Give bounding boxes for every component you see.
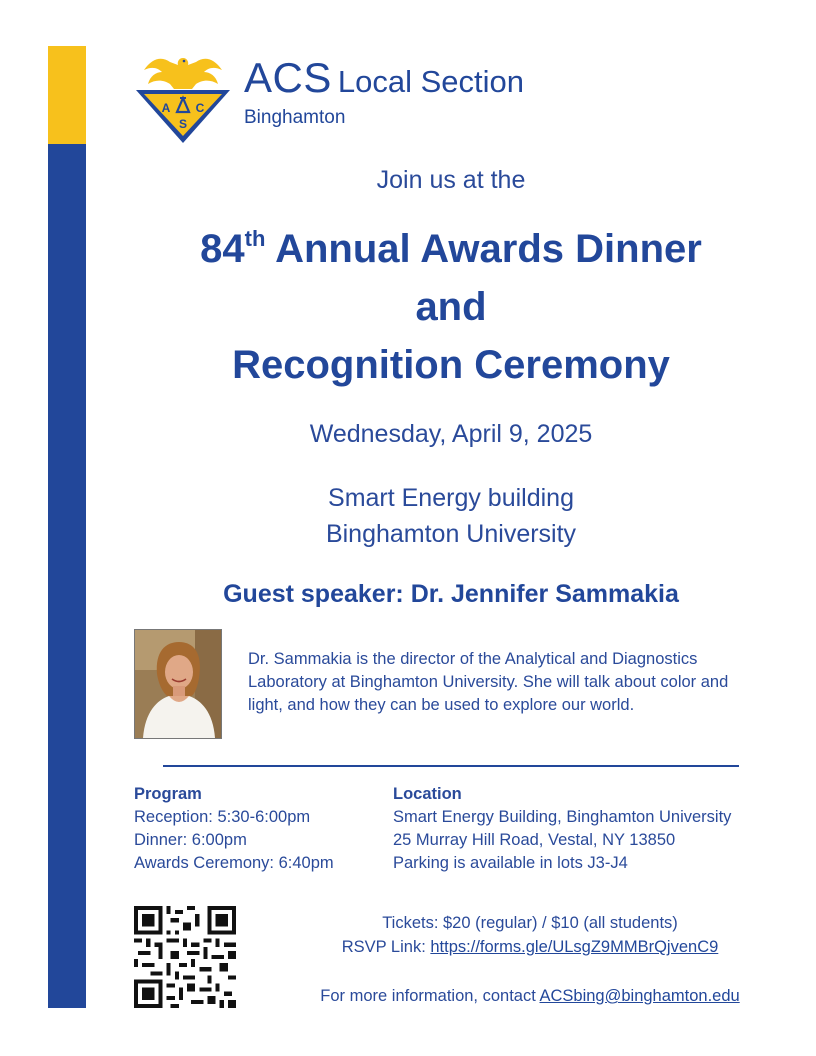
side-accent-gold <box>48 46 86 144</box>
org-name <box>244 54 524 102</box>
tickets-info <box>250 911 810 959</box>
venue-line-2: Binghamton University <box>325 520 577 548</box>
venue-line-1: Smart Energy building <box>328 484 574 512</box>
org-short: ACS <box>244 54 332 101</box>
title-line-3: Recognition Ceremony <box>232 343 670 387</box>
program-section <box>134 783 334 875</box>
location-section <box>393 783 731 875</box>
event-intro: Join us at the <box>376 166 526 194</box>
acs-logo <box>134 52 232 144</box>
contact-line <box>250 987 810 1006</box>
program-item: Dinner: 6:00pm <box>134 831 247 849</box>
logo-letter-bottom: S <box>178 117 188 131</box>
event-date: Wednesday, April 9, 2025 <box>309 420 593 448</box>
program-title: Program <box>134 785 202 803</box>
title-line-1-rest: Annual Awards Dinner <box>275 227 702 271</box>
location-line: Parking is available in lots J3-J4 <box>393 854 628 872</box>
program-item: Awards Ceremony: 6:40pm <box>134 854 334 872</box>
section-divider <box>163 765 739 767</box>
logo-letter-left: A <box>161 101 171 115</box>
title-ordinal: th <box>244 226 266 251</box>
contact-email-link[interactable]: ACSbing@binghamton.edu <box>539 987 740 1005</box>
contact-label: For more information, contact <box>320 987 536 1005</box>
event-title <box>86 220 816 394</box>
event-venue <box>86 480 816 552</box>
rsvp-link[interactable]: https://forms.gle/ULsgZ9MMBrQjvenC9 <box>430 938 719 956</box>
rsvp-label: RSVP Link: <box>341 938 426 956</box>
qr-code[interactable] <box>134 906 236 1008</box>
title-line-2: and <box>415 285 487 329</box>
org-city: Binghamton <box>244 107 346 128</box>
location-line: Smart Energy Building, Binghamton University <box>393 808 732 826</box>
speaker-photo <box>134 629 222 739</box>
title-line-1 <box>86 220 816 278</box>
logo-letter-right: C <box>195 101 205 115</box>
speaker-bio: Dr. Sammakia is the director of the Analytical and Diagnostics Laboratory at Binghamton University. She will talk about color and light, and how they can be used to explore our world. <box>248 650 729 714</box>
location-line: 25 Murray Hill Road, Vestal, NY 13850 <box>393 831 676 849</box>
ticket-price: Tickets: $20 (regular) / $10 (all students) <box>382 914 678 932</box>
side-accent-blue <box>48 144 86 1008</box>
location-title: Location <box>393 785 462 803</box>
org-suffix: Local Section <box>337 64 524 99</box>
rsvp-line <box>250 935 810 959</box>
title-number: 84 <box>200 227 245 271</box>
speaker-heading: Guest speaker: Dr. Jennifer Sammakia <box>223 580 679 608</box>
program-item: Reception: 5:30-6:00pm <box>134 808 311 826</box>
